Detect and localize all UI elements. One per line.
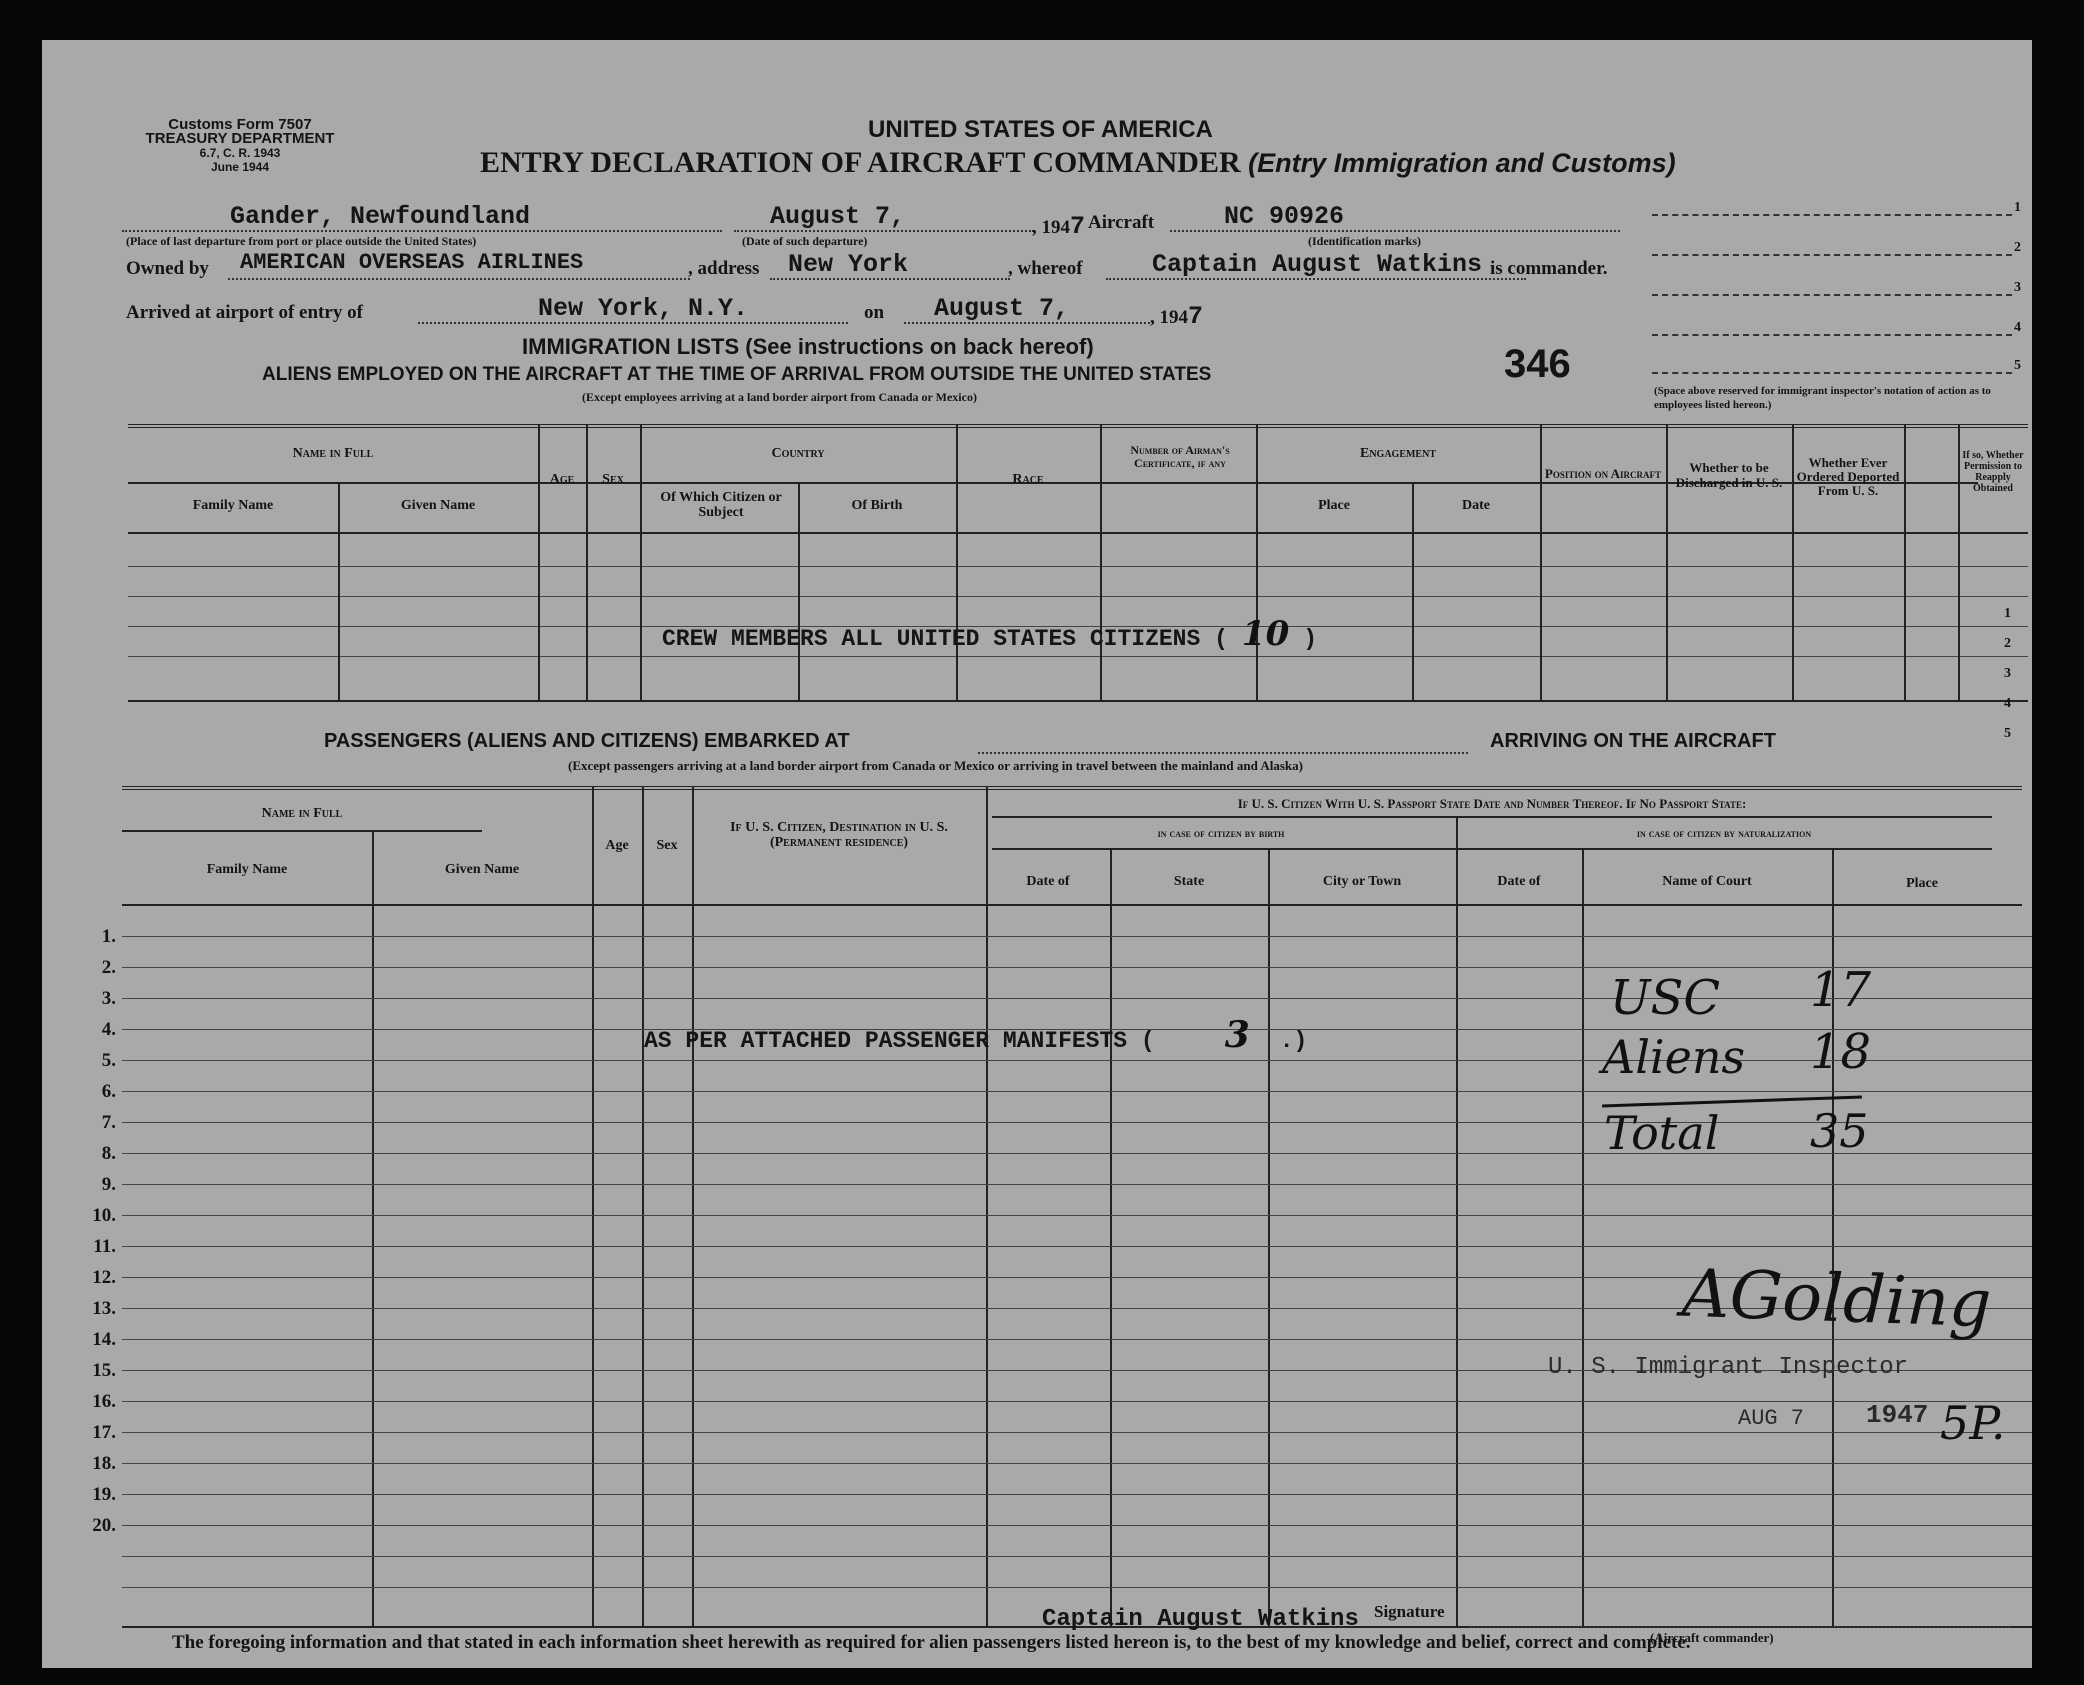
crew-citizen-header: Of Which Citizen or Subject (660, 490, 782, 520)
address-line (770, 278, 1010, 280)
tally-aliens-value: 18 (1810, 1024, 1872, 1080)
inspector-title: U. S. Immigrant Inspector (1548, 1354, 1909, 1381)
pass-row-line (122, 1091, 2032, 1092)
pass-row-number: 5. (101, 1050, 116, 1071)
crew-col-divider (1904, 424, 1906, 700)
regulation: 6.7, C. R. 1943 (199, 146, 281, 160)
reserved-number: 4 (2014, 320, 2021, 335)
form-sheet (42, 40, 2032, 1668)
owner-value: AMERICAN OVERSEAS AIRLINES (240, 250, 584, 275)
crew-col-divider (1666, 424, 1668, 700)
crew-given-header: Given Name (400, 498, 476, 513)
crew-col-divider (798, 482, 800, 700)
arrival-year-prefix: , 194 (1150, 307, 1188, 328)
crew-entry-close: ) (1303, 626, 1318, 652)
pass-row-number: 20. (92, 1515, 116, 1536)
form-number: Customs Form 7507 (168, 116, 312, 133)
departure-date-caption: (Date of such departure) (742, 234, 868, 248)
pass-row-number: 12. (92, 1267, 116, 1288)
aircraft-value: NC 90926 (1224, 202, 1345, 231)
pass-row-number: 13. (92, 1298, 116, 1319)
pass-row-line (122, 1401, 2032, 1402)
pass-row-number: 18. (92, 1453, 116, 1474)
manifest-number: 346 (1504, 342, 1571, 386)
aircraft-caption: (Identification marks) (1308, 234, 1421, 248)
pass-row-number: 10. (92, 1205, 116, 1226)
commander-name: Captain August Watkins (1042, 1606, 1359, 1633)
pass-row-line (122, 967, 2032, 968)
commander-line (1106, 278, 1526, 280)
pass-row-number: 3. (101, 988, 116, 1009)
pass-row-number: 15. (92, 1360, 116, 1381)
pass-age-header: Age (605, 838, 629, 853)
crew-col-divider (538, 424, 540, 700)
pass-entry-count: 3 (1224, 1014, 1250, 1056)
pass-row-number: 9. (101, 1174, 116, 1195)
pass-entry-close: .) (1279, 1028, 1308, 1054)
pass-row-number: 14. (92, 1329, 116, 1350)
crew-row-line (128, 566, 2028, 567)
crew-col-divider (956, 424, 958, 700)
arrival-date-line (904, 322, 1154, 324)
reserved-number: 3 (2014, 280, 2021, 295)
pass-birth-header: in case of citizen by birth (1157, 826, 1285, 840)
passengers-note: (Except passengers arriving at a land border airport from Canada or Mexico or arriving in travel between the mainland and Alaska) (568, 758, 1303, 773)
signature-line (1470, 1626, 2010, 1628)
pass-row-number: 19. (92, 1484, 116, 1505)
departure-year (1032, 212, 1085, 241)
crew-row-line (128, 656, 2028, 657)
pass-row-line (122, 1246, 2032, 1247)
reserved-line-4 (1652, 334, 2012, 336)
reserved-note: (Space above reserved for immigrant inspector's notation of action as to employees listed hereon.) (1654, 385, 1991, 411)
pass-row-line (122, 1463, 2032, 1464)
tally-aliens-label: Aliens (1602, 1030, 1746, 1084)
owner-line (228, 278, 690, 280)
reserved-number: 2 (2014, 240, 2021, 255)
crew-col-divider (1540, 424, 1542, 700)
pass-given-header: Given Name (444, 862, 520, 877)
pass-col-divider (592, 786, 594, 1626)
pass-sex-header: Sex (656, 838, 678, 853)
tally-usc-value: 17 (1810, 962, 1872, 1018)
pass-col-divider (1456, 816, 1458, 1626)
pass-date2-header: Date of (1497, 874, 1541, 889)
crew-eng-place-header: Place (1318, 498, 1350, 513)
pass-destination-header: If U. S. Citizen, Destination in U. S. (Permanent residence) (730, 820, 948, 850)
pass-name-divider (122, 830, 482, 832)
stamp-date: AUG 7 (1738, 1406, 1805, 1431)
pass-naturalization-header: in case of citizen by naturalization (1636, 826, 1812, 840)
pass-row-line (122, 1060, 2032, 1061)
commander-caption: (Aircraft commander) (1650, 1630, 1774, 1645)
pass-row-number: 7. (101, 1112, 116, 1133)
arrival-label: Arrived at airport of entry of (126, 302, 363, 323)
pass-row-number: 4. (101, 1019, 116, 1040)
form-title-sub: (Entry Immigration and Customs) (1248, 148, 1676, 178)
arrival-date: August 7, (934, 294, 1070, 323)
departure-place: Gander, Newfoundland (230, 202, 531, 231)
reserved-number: 5 (2014, 358, 2021, 373)
pass-row-number: 1. (101, 926, 116, 947)
crew-entry-count: 10 (1241, 614, 1290, 654)
pass-entry (644, 1014, 1307, 1056)
country-title: UNITED STATES OF AMERICA (868, 116, 1213, 143)
reserved-line-2 (1652, 254, 2012, 256)
crew-age-header: Age (549, 472, 575, 487)
stamp-year: 1947 (1866, 1400, 1929, 1430)
reserved-line-3 (1652, 294, 2012, 296)
pass-row-line (122, 1184, 2032, 1185)
pass-header-bottom (122, 904, 2022, 906)
crew-airman-header: Number of Airman's Certificate, if any (1130, 443, 1230, 470)
pass-row-number: 17. (92, 1422, 116, 1443)
pass-col-divider (692, 786, 694, 1626)
address-value: New York (788, 250, 909, 279)
pass-table-top (122, 786, 2022, 790)
arrival-line (418, 322, 848, 324)
aircraft-line (1170, 230, 1620, 232)
form-title-main: ENTRY DECLARATION OF AIRCRAFT COMMANDER (480, 146, 1241, 179)
crew-eng-date-header: Date (1462, 498, 1490, 513)
immigration-subheading: ALIENS EMPLOYED ON THE AIRCRAFT AT THE TIME OF ARRIVAL FROM OUTSIDE THE UNITED STATES (262, 364, 1212, 385)
pass-family-header: Family Name (206, 862, 288, 877)
crew-race-header: Race (1012, 472, 1044, 487)
departure-place-line (122, 230, 722, 232)
arrival-on-label: on (864, 302, 885, 323)
pass-row-number: 8. (101, 1143, 116, 1164)
pass-row-line (122, 1432, 2032, 1433)
pass-birth-divider (992, 848, 1992, 850)
crew-birth-header: Of Birth (851, 498, 903, 513)
department: TREASURY DEPARTMENT (145, 130, 335, 147)
pass-court-header: Name of Court (1662, 874, 1752, 889)
crew-col-divider (1100, 424, 1102, 700)
owner-label: Owned by (126, 258, 209, 279)
tally-total-label: Total (1604, 1106, 1720, 1160)
pass-row-number: 16. (92, 1391, 116, 1412)
crew-name-header: Name in Full (292, 446, 374, 461)
crew-deported-header: Whether Ever Ordered Deported From U. S. (1796, 455, 1900, 498)
declaration-text: The foregoing information and that stated in each information sheet herewith as required for alien passengers listed hereon is, to the best of my knowledge and belief, correct and complete. (172, 1632, 1691, 1653)
inspector-signature: AGolding (1680, 1254, 1993, 1343)
crew-row-number: 3 (2004, 666, 2011, 681)
signature-label: Signature (1374, 1602, 1445, 1621)
crew-country-header: Country (771, 446, 825, 461)
arrival-year (1150, 302, 1203, 331)
tally-usc-label: USC (1610, 970, 1721, 1026)
arrival-year-suffix: 7 (1188, 302, 1204, 331)
crew-row-number: 5 (2004, 726, 2011, 741)
form-id (100, 118, 380, 174)
pass-row-line (122, 1122, 2032, 1123)
pass-entry-text: AS PER ATTACHED PASSENGER MANIFESTS ( (644, 1028, 1155, 1054)
reserved-line-1 (1652, 214, 2012, 216)
crew-sex-header: Sex (602, 472, 624, 487)
departure-date-line (734, 230, 1034, 232)
embarked-line (978, 752, 1468, 754)
tally-total-value: 35 (1810, 1104, 1869, 1158)
pass-row-line (122, 1339, 2032, 1340)
crew-table-bottom (128, 700, 2028, 702)
reserved-line-5 (1652, 372, 2012, 374)
crew-header-bottom (128, 532, 2028, 534)
edition-date: June 1944 (210, 160, 270, 174)
crew-permission-header: If so, Whether Permission to Reapply Obtained (1962, 450, 2024, 494)
form-title (480, 146, 1676, 180)
departure-year-prefix: , 194 (1032, 217, 1070, 238)
crew-position-header: Position on Aircraft (1544, 466, 1662, 481)
pass-row-line (122, 1215, 2032, 1216)
aircraft-label: Aircraft (1088, 212, 1155, 233)
pass-row-line (122, 998, 2032, 999)
departure-place-caption: (Place of last departure from port or place outside the United States) (126, 234, 477, 248)
pass-col-divider (986, 786, 988, 1626)
departure-year-suffix: 7 (1070, 212, 1086, 241)
crew-discharged-header: Whether to be Discharged in U. S. (1675, 460, 1783, 490)
pass-col-divider (1110, 848, 1112, 1626)
departure-date: August 7, (770, 202, 906, 231)
crew-row-number: 2 (2004, 636, 2011, 651)
pass-passport-header: If U. S. Citizen With U. S. Passport State Date and Number Thereof. If No Passport State: (1237, 796, 1747, 811)
crew-col-divider (586, 424, 588, 700)
pass-row-line (122, 1525, 2032, 1526)
crew-col-divider (338, 482, 340, 700)
pass-col-divider (1582, 848, 1584, 1626)
pass-row-line (122, 1153, 2032, 1154)
passengers-heading-right: ARRIVING ON THE AIRCRAFT (1490, 730, 1776, 752)
crew-col-divider (1412, 482, 1414, 700)
pass-row-line (122, 936, 2032, 937)
reserved-number: 1 (2014, 200, 2021, 215)
pass-row-number: 6. (101, 1081, 116, 1102)
pass-row-line (122, 1556, 2032, 1557)
pass-col-divider (372, 830, 374, 1626)
commander-value: Captain August Watkins (1152, 250, 1483, 279)
pass-city-header: City or Town (1322, 874, 1402, 889)
crew-engagement-header: Engagement (1359, 446, 1436, 461)
pass-col-divider (642, 786, 644, 1626)
pass-col-divider (1268, 848, 1270, 1626)
pass-row-line (122, 1494, 2032, 1495)
pass-row-line (122, 1587, 2032, 1588)
whereof-label: , whereof (1008, 258, 1083, 279)
pass-state-header: State (1173, 874, 1205, 889)
crew-row-line (128, 596, 2028, 597)
pass-place-header: Place (1906, 876, 1938, 891)
crew-row-number: 1 (2004, 606, 2011, 621)
inspector-mark: 5P. (1940, 1396, 2006, 1450)
crew-family-header: Family Name (192, 498, 274, 513)
immigration-heading: IMMIGRATION LISTS (See instructions on back hereof) (522, 334, 1094, 359)
arrival-value: New York, N.Y. (538, 294, 749, 323)
address-label: , address (688, 258, 760, 279)
pass-date-header: Date of (1026, 874, 1070, 889)
pass-name-header: Name in Full (261, 806, 343, 821)
commander-label: is commander. (1490, 258, 1608, 279)
crew-entry (662, 614, 1317, 654)
pass-passport-divider (992, 816, 1992, 818)
pass-row-number: 11. (93, 1236, 116, 1257)
crew-entry-text: CREW MEMBERS ALL UNITED STATES CITIZENS ( (662, 626, 1228, 652)
pass-row-number: 2. (101, 957, 116, 978)
crew-table-top (128, 424, 2028, 428)
crew-row-number: 4 (2004, 696, 2011, 711)
immigration-note: (Except employees arriving at a land border airport from Canada or Mexico) (582, 390, 977, 404)
passengers-heading: PASSENGERS (ALIENS AND CITIZENS) EMBARKED AT (324, 730, 850, 752)
crew-col-divider (1256, 424, 1258, 700)
crew-col-divider (640, 424, 642, 700)
